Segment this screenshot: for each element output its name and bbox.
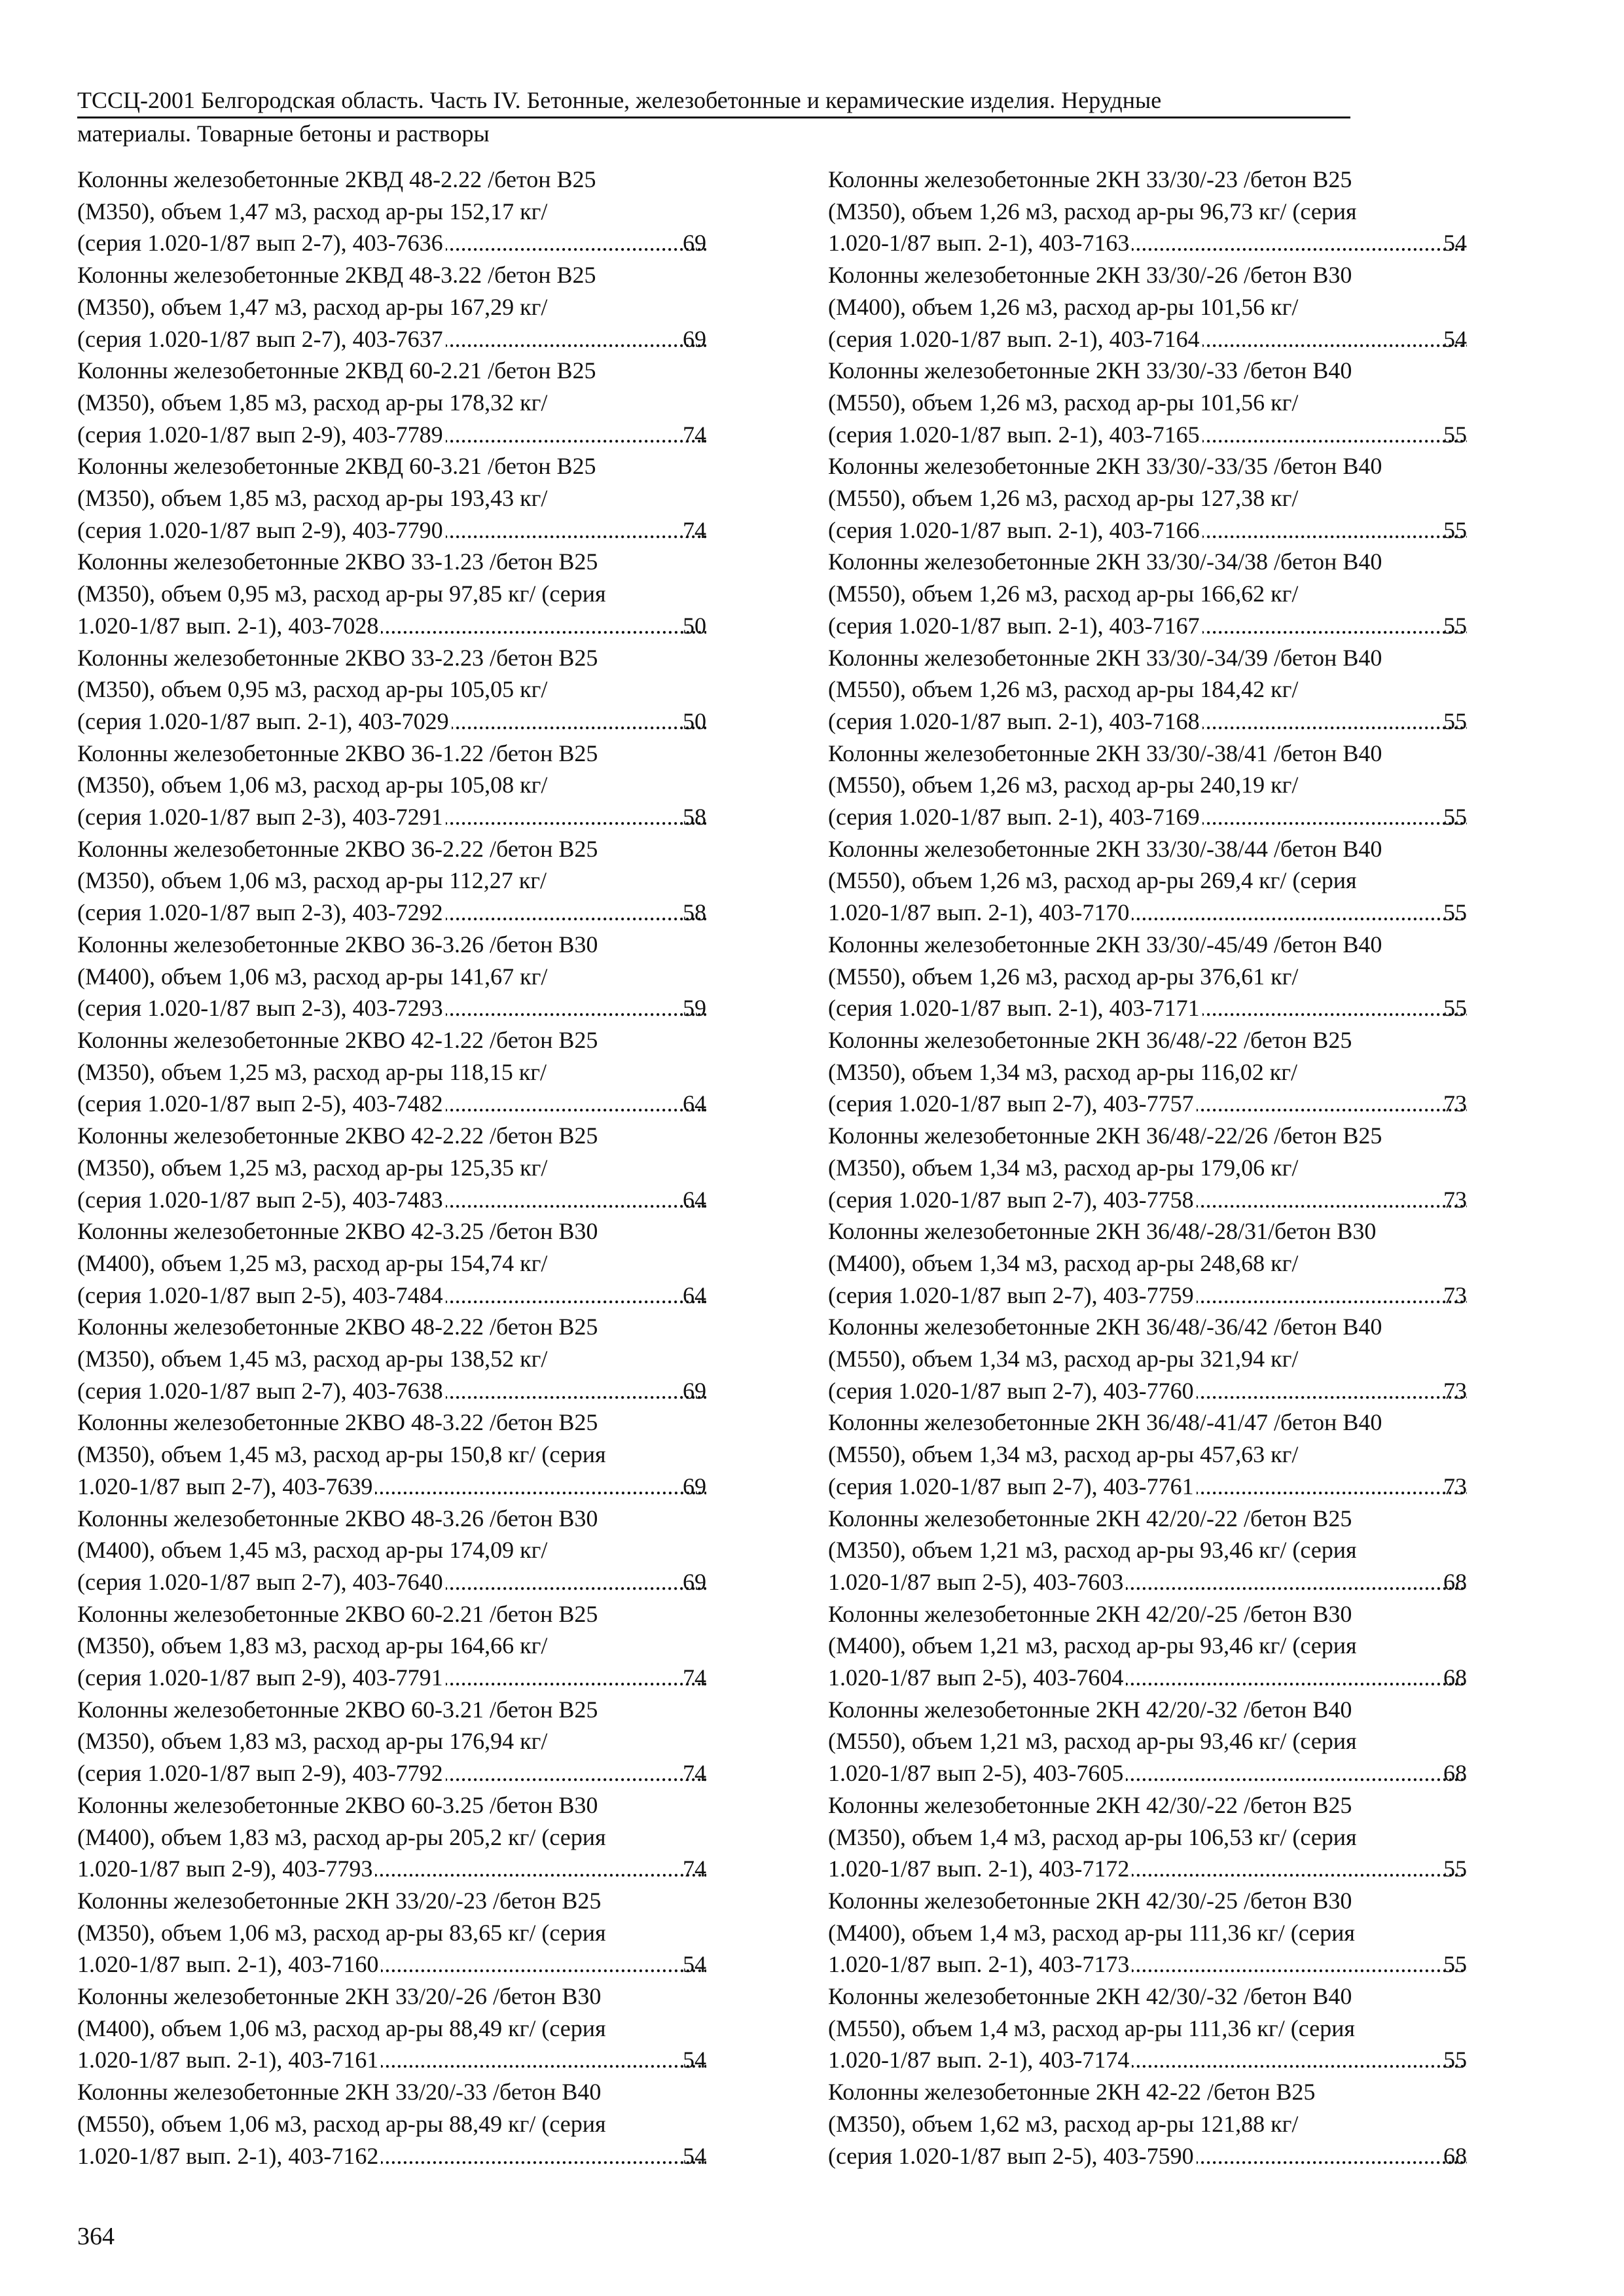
entry-series-text: (серия 1.020-1/87 вып 2-5), 403-7590	[828, 2142, 1194, 2169]
entry-series-text: 1.020-1/87 вып. 2-1), 403-7162	[77, 2142, 379, 2169]
entry-series-text: 1.020-1/87 вып. 2-1), 403-7170	[828, 899, 1130, 926]
entry-title-line: Колонны железобетонные 2КВО 48-3.22 /бетон В25	[77, 1409, 598, 1436]
entry-detail-line: (М550), объем 1,34 м3, расход ар-ры 457,63 кг/	[828, 1441, 1299, 1468]
dot-leader	[1202, 992, 1467, 1024]
entry-title-line: Колонны железобетонные 2КВО 33-1.23 /бетон В25	[77, 548, 598, 575]
entry-detail-line: (М350), объем 0,95 м3, расход ар-ры 97,85 кг/ (серия	[77, 581, 606, 607]
entry-series-text: 1.020-1/87 вып. 2-1), 403-7174	[828, 2047, 1130, 2073]
dot-leader	[446, 227, 706, 259]
index-entry	[77, 546, 709, 641]
entry-title-line: Колонны железобетонные 2КН 33/30/-33/35 /бетон В40	[828, 453, 1382, 480]
entry-detail-line: (М350), объем 1,4 м3, расход ар-ры 106,53 кг/ (серия	[828, 1823, 1357, 1850]
entry-detail-line: (М350), объем 1,34 м3, расход ар-ры 179,06 кг/	[828, 1154, 1299, 1181]
index-entry	[828, 1503, 1470, 1598]
entry-detail-line: (М350), объем 1,47 м3, расход ар-ры 152,17 кг/	[77, 198, 548, 224]
entry-series-text: 1.020-1/87 вып. 2-1), 403-7028	[77, 612, 379, 639]
entry-title-line: Колонны железобетонные 2КН 36/48/-22/26 /бетон В25	[828, 1122, 1382, 1149]
index-entry	[77, 1120, 709, 1215]
entry-series-line: (серия 1.020-1/87 вып 2-7), 403-7757 ..... 73	[854, 1088, 1470, 1120]
entry-title-line: Колонны железобетонные 2КН 33/30/-34/38 /бетон В40	[828, 548, 1382, 575]
entry-title-line: Колонны железобетонные 2КВО 36-3.26 /бетон В30	[77, 931, 598, 958]
entry-title-line: Колонны железобетонные 2КН 42/20/-32 /бетон В40	[828, 1696, 1352, 1723]
dot-leader	[1126, 1662, 1467, 1694]
dot-leader	[446, 1757, 706, 1789]
entry-series-text: (серия 1.020-1/87 вып. 2-1), 403-7166	[828, 516, 1200, 543]
entry-series-line: (серия 1.020-1/87 вып 2-5), 403-7482 ..... 64	[103, 1088, 709, 1120]
entry-series-text: (серия 1.020-1/87 вып 2-3), 403-7293	[77, 995, 443, 1022]
entry-series-text: 1.020-1/87 вып 2-5), 403-7603	[828, 1568, 1124, 1595]
index-entry	[77, 738, 709, 833]
entry-series-line: (серия 1.020-1/87 вып. 2-1), 403-7169 ..... 55	[854, 801, 1470, 833]
entry-detail-line: (М550), объем 1,26 м3, расход ар-ры 101,56 кг/	[828, 389, 1299, 416]
entry-series-line: 1.020-1/87 вып. 2-1), 403-7162 ..... 54	[103, 2140, 709, 2172]
entry-series-text: (серия 1.020-1/87 вып. 2-1), 403-7171	[828, 995, 1200, 1022]
index-column-right	[828, 164, 1470, 2172]
dot-leader	[446, 1280, 706, 1312]
entry-series-line: 1.020-1/87 вып 2-7), 403-7639 ..... 69	[103, 1471, 709, 1503]
entry-series-line: (серия 1.020-1/87 вып. 2-1), 403-7164 ..... 54	[854, 323, 1470, 355]
index-entry	[77, 1407, 709, 1502]
dot-leader	[1197, 1375, 1467, 1407]
entry-series-text: (серия 1.020-1/87 вып. 2-1), 403-7164	[828, 325, 1200, 352]
entry-series-line: 1.020-1/87 вып. 2-1), 403-7160 ..... 54	[103, 1948, 709, 1981]
entry-title-line: Колонны железобетонные 2КВО 42-1.22 /бетон В25	[77, 1026, 598, 1053]
dot-leader	[1202, 801, 1467, 833]
entry-title-line: Колонны железобетонные 2КВО 60-3.25 /бетон В30	[77, 1791, 598, 1818]
entry-title-line: Колонны железобетонные 2КВО 48-3.26 /бетон В30	[77, 1505, 598, 1532]
entry-detail-line: (М550), объем 1,21 м3, расход ар-ры 93,46 кг/ (серия	[828, 1728, 1357, 1755]
entry-series-line: 1.020-1/87 вып 2-5), 403-7604 ..... 68	[854, 1662, 1470, 1694]
index-entry	[77, 164, 709, 259]
dot-leader	[1132, 227, 1467, 259]
dot-leader	[381, 1948, 706, 1981]
entry-detail-line: (М550), объем 1,4 м3, расход ар-ры 111,36 кг/ (серия	[828, 2015, 1355, 2041]
dot-leader	[1197, 1088, 1467, 1120]
entry-series-text: 1.020-1/87 вып 2-7), 403-7639	[77, 1473, 373, 1499]
entry-detail-line: (М350), объем 1,45 м3, расход ар-ры 150,8 кг/ (серия	[77, 1441, 606, 1468]
entry-series-line: (серия 1.020-1/87 вып 2-7), 403-7760 ..... 73	[854, 1375, 1470, 1407]
entry-series-line: (серия 1.020-1/87 вып 2-7), 403-7638 ..... 69	[103, 1375, 709, 1407]
index-entry	[828, 833, 1470, 929]
dot-leader	[375, 1471, 706, 1503]
entry-title-line: Колонны железобетонные 2КВО 42-3.25 /бетон В30	[77, 1218, 598, 1245]
index-entry	[77, 1311, 709, 1407]
entry-series-text: (серия 1.020-1/87 вып 2-9), 403-7790	[77, 516, 443, 543]
entry-detail-line: (М350), объем 1,06 м3, расход ар-ры 83,65 кг/ (серия	[77, 1919, 606, 1946]
dot-leader	[1202, 419, 1467, 451]
index-entry	[77, 1024, 709, 1120]
index-entry	[828, 259, 1470, 355]
entry-title-line: Колонны железобетонные 2КВО 36-2.22 /бетон В25	[77, 835, 598, 862]
index-entry	[828, 1024, 1470, 1120]
entry-series-text: (серия 1.020-1/87 вып 2-7), 403-7640	[77, 1568, 443, 1595]
entry-title-line: Колонны железобетонные 2КВО 48-2.22 /бетон В25	[77, 1314, 598, 1340]
entry-series-text: (серия 1.020-1/87 вып. 2-1), 403-7168	[828, 708, 1200, 734]
entry-series-line: (серия 1.020-1/87 вып 2-9), 403-7790 ..... 74	[103, 514, 709, 547]
dot-leader	[446, 992, 706, 1024]
index-entry	[828, 929, 1470, 1024]
dot-leader	[1202, 514, 1467, 547]
dot-leader	[446, 1375, 706, 1407]
index-entry	[828, 355, 1470, 450]
entry-series-text: (серия 1.020-1/87 вып 2-5), 403-7482	[77, 1090, 443, 1117]
index-entry	[828, 1789, 1470, 1885]
entry-series-text: 1.020-1/87 вып 2-9), 403-7793	[77, 1856, 373, 1882]
entry-series-line: (серия 1.020-1/87 вып. 2-1), 403-7167 ..... 55	[854, 610, 1470, 642]
dot-leader	[446, 514, 706, 547]
entry-series-line: (серия 1.020-1/87 вып 2-9), 403-7789 ..... 74	[103, 419, 709, 451]
entry-title-line: Колонны железобетонные 2КВО 36-1.22 /бетон В25	[77, 740, 598, 766]
entry-title-line: Колонны железобетонные 2КН 42/30/-25 /бетон В30	[828, 1887, 1352, 1914]
entry-title-line: Колонны железобетонные 2КН 36/48/-28/31/бетон В30	[828, 1218, 1377, 1245]
entry-title-line: Колонны железобетонные 2КН 42/20/-25 /бетон В30	[828, 1600, 1352, 1627]
entry-title-line: Колонны железобетонные 2КН 33/30/-38/44 /бетон В40	[828, 835, 1382, 862]
entry-series-line: (серия 1.020-1/87 вып. 2-1), 403-7029 ..... 50	[103, 706, 709, 738]
entry-detail-line: (М550), объем 1,34 м3, расход ар-ры 321,94 кг/	[828, 1346, 1299, 1372]
entry-detail-line: (М350), объем 1,83 м3, расход ар-ры 176,94 кг/	[77, 1728, 548, 1755]
entry-title-line: Колонны железобетонные 2КН 33/30/-26 /бетон В30	[828, 262, 1352, 289]
entry-series-line: 1.020-1/87 вып 2-5), 403-7603 ..... 68	[854, 1566, 1470, 1598]
entry-series-text: (серия 1.020-1/87 вып 2-7), 403-7761	[828, 1473, 1194, 1499]
entry-title-line: Колонны железобетонные 2КН 42-22 /бетон В25	[828, 2079, 1316, 2106]
entry-series-line: (серия 1.020-1/87 вып 2-3), 403-7293 ..... 59	[103, 992, 709, 1024]
index-entry	[77, 450, 709, 546]
entry-title-line: Колонны железобетонные 2КН 42/30/-32 /бетон В40	[828, 1983, 1352, 2010]
entry-detail-line: (М400), объем 1,34 м3, расход ар-ры 248,68 кг/	[828, 1249, 1299, 1276]
index-column-left	[77, 164, 709, 2172]
index-entry	[828, 1120, 1470, 1215]
entry-detail-line: (М550), объем 1,26 м3, расход ар-ры 127,38 кг/	[828, 485, 1299, 512]
dot-leader	[452, 706, 706, 738]
index-entry	[828, 1215, 1470, 1311]
entry-title-line: Колонны железобетонные 2КН 42/20/-22 /бетон В25	[828, 1505, 1352, 1532]
entry-series-text: (серия 1.020-1/87 вып 2-9), 403-7792	[77, 1760, 443, 1787]
entry-series-text: (серия 1.020-1/87 вып. 2-1), 403-7029	[77, 708, 449, 734]
entry-series-line: (серия 1.020-1/87 вып 2-9), 403-7792 ..... 74	[103, 1757, 709, 1789]
entry-detail-line: (М400), объем 1,45 м3, расход ар-ры 174,09 кг/	[77, 1537, 548, 1564]
index-entry	[828, 450, 1470, 546]
entry-detail-line: (М350), объем 1,85 м3, расход ар-ры 178,32 кг/	[77, 389, 548, 416]
dot-leader	[1132, 1948, 1467, 1981]
entry-detail-line: (М400), объем 1,25 м3, расход ар-ры 154,74 кг/	[77, 1249, 548, 1276]
entry-series-text: (серия 1.020-1/87 вып 2-7), 403-7759	[828, 1282, 1194, 1308]
entry-series-line: (серия 1.020-1/87 вып. 2-1), 403-7168 ..... 55	[854, 706, 1470, 738]
entry-series-text: (серия 1.020-1/87 вып 2-9), 403-7791	[77, 1664, 443, 1691]
entry-series-line: (серия 1.020-1/87 вып 2-7), 403-7640 ..... 69	[103, 1566, 709, 1598]
entry-series-text: 1.020-1/87 вып. 2-1), 403-7172	[828, 1856, 1130, 1882]
index-entry	[77, 1694, 709, 1789]
dot-leader	[446, 1184, 706, 1216]
entry-detail-line: (М350), объем 1,47 м3, расход ар-ры 167,29 кг/	[77, 293, 548, 320]
dot-leader	[1126, 1566, 1467, 1598]
entry-detail-line: (М350), объем 0,95 м3, расход ар-ры 105,05 кг/	[77, 676, 548, 703]
entry-detail-line: (М350), объем 1,21 м3, расход ар-ры 93,46 кг/ (серия	[828, 1537, 1357, 1564]
index-entry	[828, 1981, 1470, 2076]
index-entry	[828, 1598, 1470, 1694]
entry-series-line: (серия 1.020-1/87 вып 2-7), 403-7636 ..... 69	[103, 227, 709, 259]
dot-leader	[381, 2140, 706, 2172]
index-entry	[77, 1981, 709, 2076]
entry-series-text: (серия 1.020-1/87 вып. 2-1), 403-7167	[828, 612, 1200, 639]
dot-leader	[446, 897, 706, 929]
entry-series-text: 1.020-1/87 вып. 2-1), 403-7160	[77, 1951, 379, 1978]
entry-title-line: Колонны железобетонные 2КН 33/20/-33 /бетон В40	[77, 2079, 602, 2106]
entry-title-line: Колонны железобетонные 2КН 33/30/-23 /бетон В25	[828, 166, 1352, 192]
entry-detail-line: (М350), объем 1,25 м3, расход ар-ры 118,15 кг/	[77, 1058, 547, 1085]
entry-title-line: Колонны железобетонные 2КВО 60-2.21 /бетон В25	[77, 1600, 598, 1627]
entry-detail-line: (М350), объем 1,26 м3, расход ар-ры 96,73 кг/ (серия	[828, 198, 1357, 224]
page-number: 364	[77, 2223, 115, 2250]
dot-leader	[1197, 1184, 1467, 1216]
header-title-line-1: ТССЦ-2001 Белгородская область. Часть IV. Бетонные, железобетонные и керамические изделия. Нерудные	[77, 85, 1350, 118]
dot-leader	[1197, 1471, 1467, 1503]
index-entry	[77, 259, 709, 355]
entry-detail-line: (М550), объем 1,06 м3, расход ар-ры 88,49 кг/ (серия	[77, 2110, 606, 2137]
entry-series-text: (серия 1.020-1/87 вып 2-7), 403-7760	[828, 1377, 1194, 1404]
entry-series-line: 1.020-1/87 вып. 2-1), 403-7028 ..... 50	[103, 610, 709, 642]
index-entry	[828, 1694, 1470, 1789]
entry-series-line: 1.020-1/87 вып 2-9), 403-7793 ..... 74	[103, 1853, 709, 1885]
running-header	[77, 85, 1350, 149]
entry-detail-line: (М400), объем 1,83 м3, расход ар-ры 205,2 кг/ (серия	[77, 1823, 606, 1850]
index-entry	[77, 1598, 709, 1694]
entry-title-line: Колонны железобетонные 2КВД 48-2.22 /бетон В25	[77, 166, 596, 192]
dot-leader	[1132, 2044, 1467, 2076]
entry-series-text: (серия 1.020-1/87 вып 2-7), 403-7637	[77, 325, 443, 352]
entry-series-line: (серия 1.020-1/87 вып 2-9), 403-7791 ..... 74	[103, 1662, 709, 1694]
entry-series-line: 1.020-1/87 вып. 2-1), 403-7172 ..... 55	[854, 1853, 1470, 1885]
dot-leader	[446, 323, 706, 355]
entry-detail-line: (М550), объем 1,26 м3, расход ар-ры 240,19 кг/	[828, 772, 1299, 798]
entry-title-line: Колонны железобетонные 2КН 42/30/-22 /бетон В25	[828, 1791, 1352, 1818]
entry-title-line: Колонны железобетонные 2КВО 42-2.22 /бетон В25	[77, 1122, 598, 1149]
entry-title-line: Колонны железобетонные 2КВО 60-3.21 /бетон В25	[77, 1696, 598, 1723]
entry-series-text: (серия 1.020-1/87 вып 2-5), 403-7483	[77, 1186, 443, 1213]
dot-leader	[1132, 897, 1467, 929]
entry-title-line: Колонны железобетонные 2КН 33/30/-34/39 /бетон В40	[828, 644, 1382, 671]
index-entry	[828, 738, 1470, 833]
entry-series-line: 1.020-1/87 вып. 2-1), 403-7173 ..... 55	[854, 1948, 1470, 1981]
entry-series-text: (серия 1.020-1/87 вып. 2-1), 403-7165	[828, 421, 1200, 448]
entry-series-text: (серия 1.020-1/87 вып 2-7), 403-7636	[77, 230, 443, 257]
entry-series-text: (серия 1.020-1/87 вып 2-7), 403-7758	[828, 1186, 1194, 1213]
entry-series-line: (серия 1.020-1/87 вып 2-5), 403-7590 ..... 68	[854, 2140, 1470, 2172]
entry-series-text: 1.020-1/87 вып 2-5), 403-7604	[828, 1664, 1124, 1691]
entry-detail-line: (М550), объем 1,26 м3, расход ар-ры 269,4 кг/ (серия	[828, 867, 1357, 894]
entry-series-text: (серия 1.020-1/87 вып 2-9), 403-7789	[77, 421, 443, 448]
entry-series-text: 1.020-1/87 вып. 2-1), 403-7173	[828, 1951, 1130, 1978]
entry-detail-line: (М550), объем 1,26 м3, расход ар-ры 376,61 кг/	[828, 963, 1299, 990]
entry-detail-line: (М350), объем 1,25 м3, расход ар-ры 125,35 кг/	[77, 1154, 548, 1181]
index-entry	[77, 929, 709, 1024]
entry-title-line: Колонны железобетонные 2КН 33/20/-26 /бетон В30	[77, 1983, 602, 2010]
entry-title-line: Колонны железобетонные 2КН 36/48/-36/42 /бетон В40	[828, 1314, 1382, 1340]
entry-series-line: (серия 1.020-1/87 вып 2-7), 403-7637 ..... 69	[103, 323, 709, 355]
entry-series-text: (серия 1.020-1/87 вып 2-3), 403-7292	[77, 899, 443, 926]
entry-series-line: (серия 1.020-1/87 вып 2-7), 403-7758 ..... 73	[854, 1184, 1470, 1216]
entry-title-line: Колонны железобетонные 2КН 36/48/-22 /бетон В25	[828, 1026, 1352, 1053]
dot-leader	[1202, 323, 1467, 355]
entry-title-line: Колонны железобетонные 2КН 33/20/-23 /бетон В25	[77, 1887, 602, 1914]
entry-title-line: Колонны железобетонные 2КН 33/30/-33 /бетон В40	[828, 357, 1352, 384]
index-entry	[828, 164, 1470, 259]
dot-leader	[446, 801, 706, 833]
entry-detail-line: (М350), объем 1,45 м3, расход ар-ры 138,52 кг/	[77, 1346, 548, 1372]
entry-series-text: (серия 1.020-1/87 вып 2-3), 403-7291	[77, 804, 443, 831]
index-entry	[77, 1215, 709, 1311]
entry-series-line: (серия 1.020-1/87 вып 2-7), 403-7761 ..... 73	[854, 1471, 1470, 1503]
dot-leader	[375, 1853, 706, 1885]
dot-leader	[1202, 610, 1467, 642]
entry-detail-line: (М350), объем 1,34 м3, расход ар-ры 116,02 кг/	[828, 1058, 1298, 1085]
entry-series-line: 1.020-1/87 вып. 2-1), 403-7174 ..... 55	[854, 2044, 1470, 2076]
index-entry	[77, 2076, 709, 2172]
dot-leader	[446, 1662, 706, 1694]
dot-leader	[1197, 1280, 1467, 1312]
dot-leader	[1197, 2140, 1467, 2172]
entry-title-line: Колонны железобетонные 2КН 36/48/-41/47 /бетон В40	[828, 1409, 1382, 1436]
entry-series-line: (серия 1.020-1/87 вып 2-7), 403-7759 ..... 73	[854, 1280, 1470, 1312]
entry-detail-line: (М400), объем 1,4 м3, расход ар-ры 111,36 кг/ (серия	[828, 1919, 1355, 1946]
index-entry	[828, 1885, 1470, 1981]
entry-detail-line: (М350), объем 1,06 м3, расход ар-ры 112,27 кг/	[77, 867, 547, 894]
header-title-line-2: материалы. Товарные бетоны и растворы	[77, 120, 490, 147]
index-entry	[828, 642, 1470, 738]
entry-title-line: Колонны железобетонные 2КВО 33-2.23 /бетон В25	[77, 644, 598, 671]
entry-title-line: Колонны железобетонные 2КВД 48-3.22 /бетон В25	[77, 262, 596, 289]
entry-detail-line: (М400), объем 1,26 м3, расход ар-ры 101,56 кг/	[828, 293, 1299, 320]
index-entry	[77, 1885, 709, 1981]
dot-leader	[381, 610, 706, 642]
entry-series-line: (серия 1.020-1/87 вып 2-3), 403-7292 ..... 58	[103, 897, 709, 929]
entry-detail-line: (М350), объем 1,85 м3, расход ар-ры 193,43 кг/	[77, 485, 548, 512]
dot-leader	[446, 419, 706, 451]
dot-leader	[1126, 1757, 1467, 1789]
index-entry	[828, 1407, 1470, 1502]
index-entry	[77, 642, 709, 738]
dot-leader	[1202, 706, 1467, 738]
entry-series-line: 1.020-1/87 вып. 2-1), 403-7170 ..... 55	[854, 897, 1470, 929]
entry-series-line: (серия 1.020-1/87 вып. 2-1), 403-7166 ..... 55	[854, 514, 1470, 547]
entry-series-line: 1.020-1/87 вып. 2-1), 403-7161 ..... 54	[103, 2044, 709, 2076]
dot-leader	[381, 2044, 706, 2076]
index-entry	[828, 2076, 1470, 2172]
entry-series-text: 1.020-1/87 вып. 2-1), 403-7161	[77, 2047, 379, 2073]
index-entry	[828, 1311, 1470, 1407]
entry-series-line: (серия 1.020-1/87 вып 2-5), 403-7484 ..... 64	[103, 1280, 709, 1312]
index-entry	[77, 1789, 709, 1885]
entry-detail-line: (М350), объем 1,62 м3, расход ар-ры 121,88 кг/	[828, 2110, 1299, 2137]
entry-series-line: 1.020-1/87 вып 2-5), 403-7605 ..... 68	[854, 1757, 1470, 1789]
entry-series-line: (серия 1.020-1/87 вып. 2-1), 403-7171 ..... 55	[854, 992, 1470, 1024]
dot-leader	[1132, 1853, 1467, 1885]
entry-series-line: 1.020-1/87 вып. 2-1), 403-7163 ..... 54	[854, 227, 1470, 259]
index-entry	[77, 355, 709, 450]
entry-detail-line: (М350), объем 1,83 м3, расход ар-ры 164,66 кг/	[77, 1632, 548, 1659]
entry-series-line: (серия 1.020-1/87 вып 2-5), 403-7483 ..... 64	[103, 1184, 709, 1216]
entry-detail-line: (М400), объем 1,06 м3, расход ар-ры 88,49 кг/ (серия	[77, 2015, 606, 2041]
entry-title-line: Колонны железобетонные 2КВД 60-2.21 /бетон В25	[77, 357, 596, 384]
entry-series-text: (серия 1.020-1/87 вып 2-7), 403-7757	[828, 1090, 1194, 1117]
index-entry	[77, 1503, 709, 1598]
entry-series-line: (серия 1.020-1/87 вып. 2-1), 403-7165 ..... 55	[854, 419, 1470, 451]
entry-series-text: (серия 1.020-1/87 вып. 2-1), 403-7169	[828, 804, 1200, 831]
entry-title-line: Колонны железобетонные 2КН 33/30/-45/49 /бетон В40	[828, 931, 1382, 958]
dot-leader	[446, 1566, 706, 1598]
entry-detail-line: (М550), объем 1,26 м3, расход ар-ры 166,62 кг/	[828, 581, 1299, 607]
entry-title-line: Колонны железобетонные 2КН 33/30/-38/41 /бетон В40	[828, 740, 1382, 766]
entry-detail-line: (М400), объем 1,21 м3, расход ар-ры 93,46 кг/ (серия	[828, 1632, 1357, 1659]
entry-detail-line: (М550), объем 1,26 м3, расход ар-ры 184,42 кг/	[828, 676, 1299, 703]
dot-leader	[446, 1088, 706, 1120]
entry-series-text: 1.020-1/87 вып 2-5), 403-7605	[828, 1760, 1124, 1787]
index-entry	[77, 833, 709, 929]
entry-title-line: Колонны железобетонные 2КВД 60-3.21 /бетон В25	[77, 453, 596, 480]
entry-series-text: (серия 1.020-1/87 вып 2-5), 403-7484	[77, 1282, 443, 1308]
entry-series-text: 1.020-1/87 вып. 2-1), 403-7163	[828, 230, 1130, 257]
index-entry	[828, 546, 1470, 641]
entry-series-text: (серия 1.020-1/87 вып 2-7), 403-7638	[77, 1377, 443, 1404]
entry-detail-line: (М400), объем 1,06 м3, расход ар-ры 141,67 кг/	[77, 963, 548, 990]
entry-series-line: (серия 1.020-1/87 вып 2-3), 403-7291 ..... 58	[103, 801, 709, 833]
entry-detail-line: (М350), объем 1,06 м3, расход ар-ры 105,08 кг/	[77, 772, 548, 798]
